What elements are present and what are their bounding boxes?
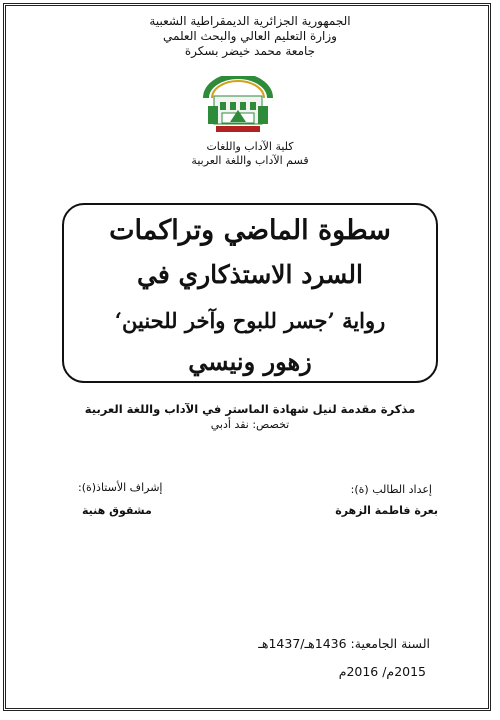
specialization: تخصص: نقد أدبي [210, 418, 290, 431]
supervisor-label: إشراف الأستاذ(ة): [78, 481, 163, 494]
thesis-title-box [62, 203, 438, 383]
university-name: جامعة محمد خيضر بسكرة [184, 44, 316, 58]
thesis-title-line-3: رواية ’جسر للبوح وآخر للحنين‘ [114, 308, 386, 333]
memo-description: مذكرة مقدمة لنيل شهادة الماستر في الآداب واللغة العربية [84, 402, 416, 416]
student-name: بعرة فاطمة الزهرة [335, 504, 438, 517]
academic-year-gregorian: 2015م/ 2016م [338, 664, 426, 679]
university-seal-icon [200, 76, 276, 136]
supervisor-name: مشقوق هنية [82, 504, 152, 517]
thesis-title-line-2: السرد الاستذكاري في [137, 260, 363, 289]
thesis-title-line-1: سطوة الماضي وتراكمات [109, 215, 391, 246]
republic-name: الجمهورية الجزائرية الديمقراطية الشعبية [149, 14, 351, 28]
institution-header [0, 14, 500, 59]
student-label: إعداد الطالب (ة): [350, 483, 432, 496]
academic-year-hijri: السنة الجامعية: 1436هـ/1437هـ [258, 636, 430, 651]
faculty-name: كلية الآداب واللغات [206, 140, 294, 153]
ministry-name: وزارة التعليم العالي والبحث العلمي [163, 29, 337, 43]
faculty-block [0, 140, 500, 168]
thesis-title-line-4: زهور ونيسي [188, 347, 312, 376]
department-name: قسم الآداب واللغة العربية [191, 154, 309, 167]
